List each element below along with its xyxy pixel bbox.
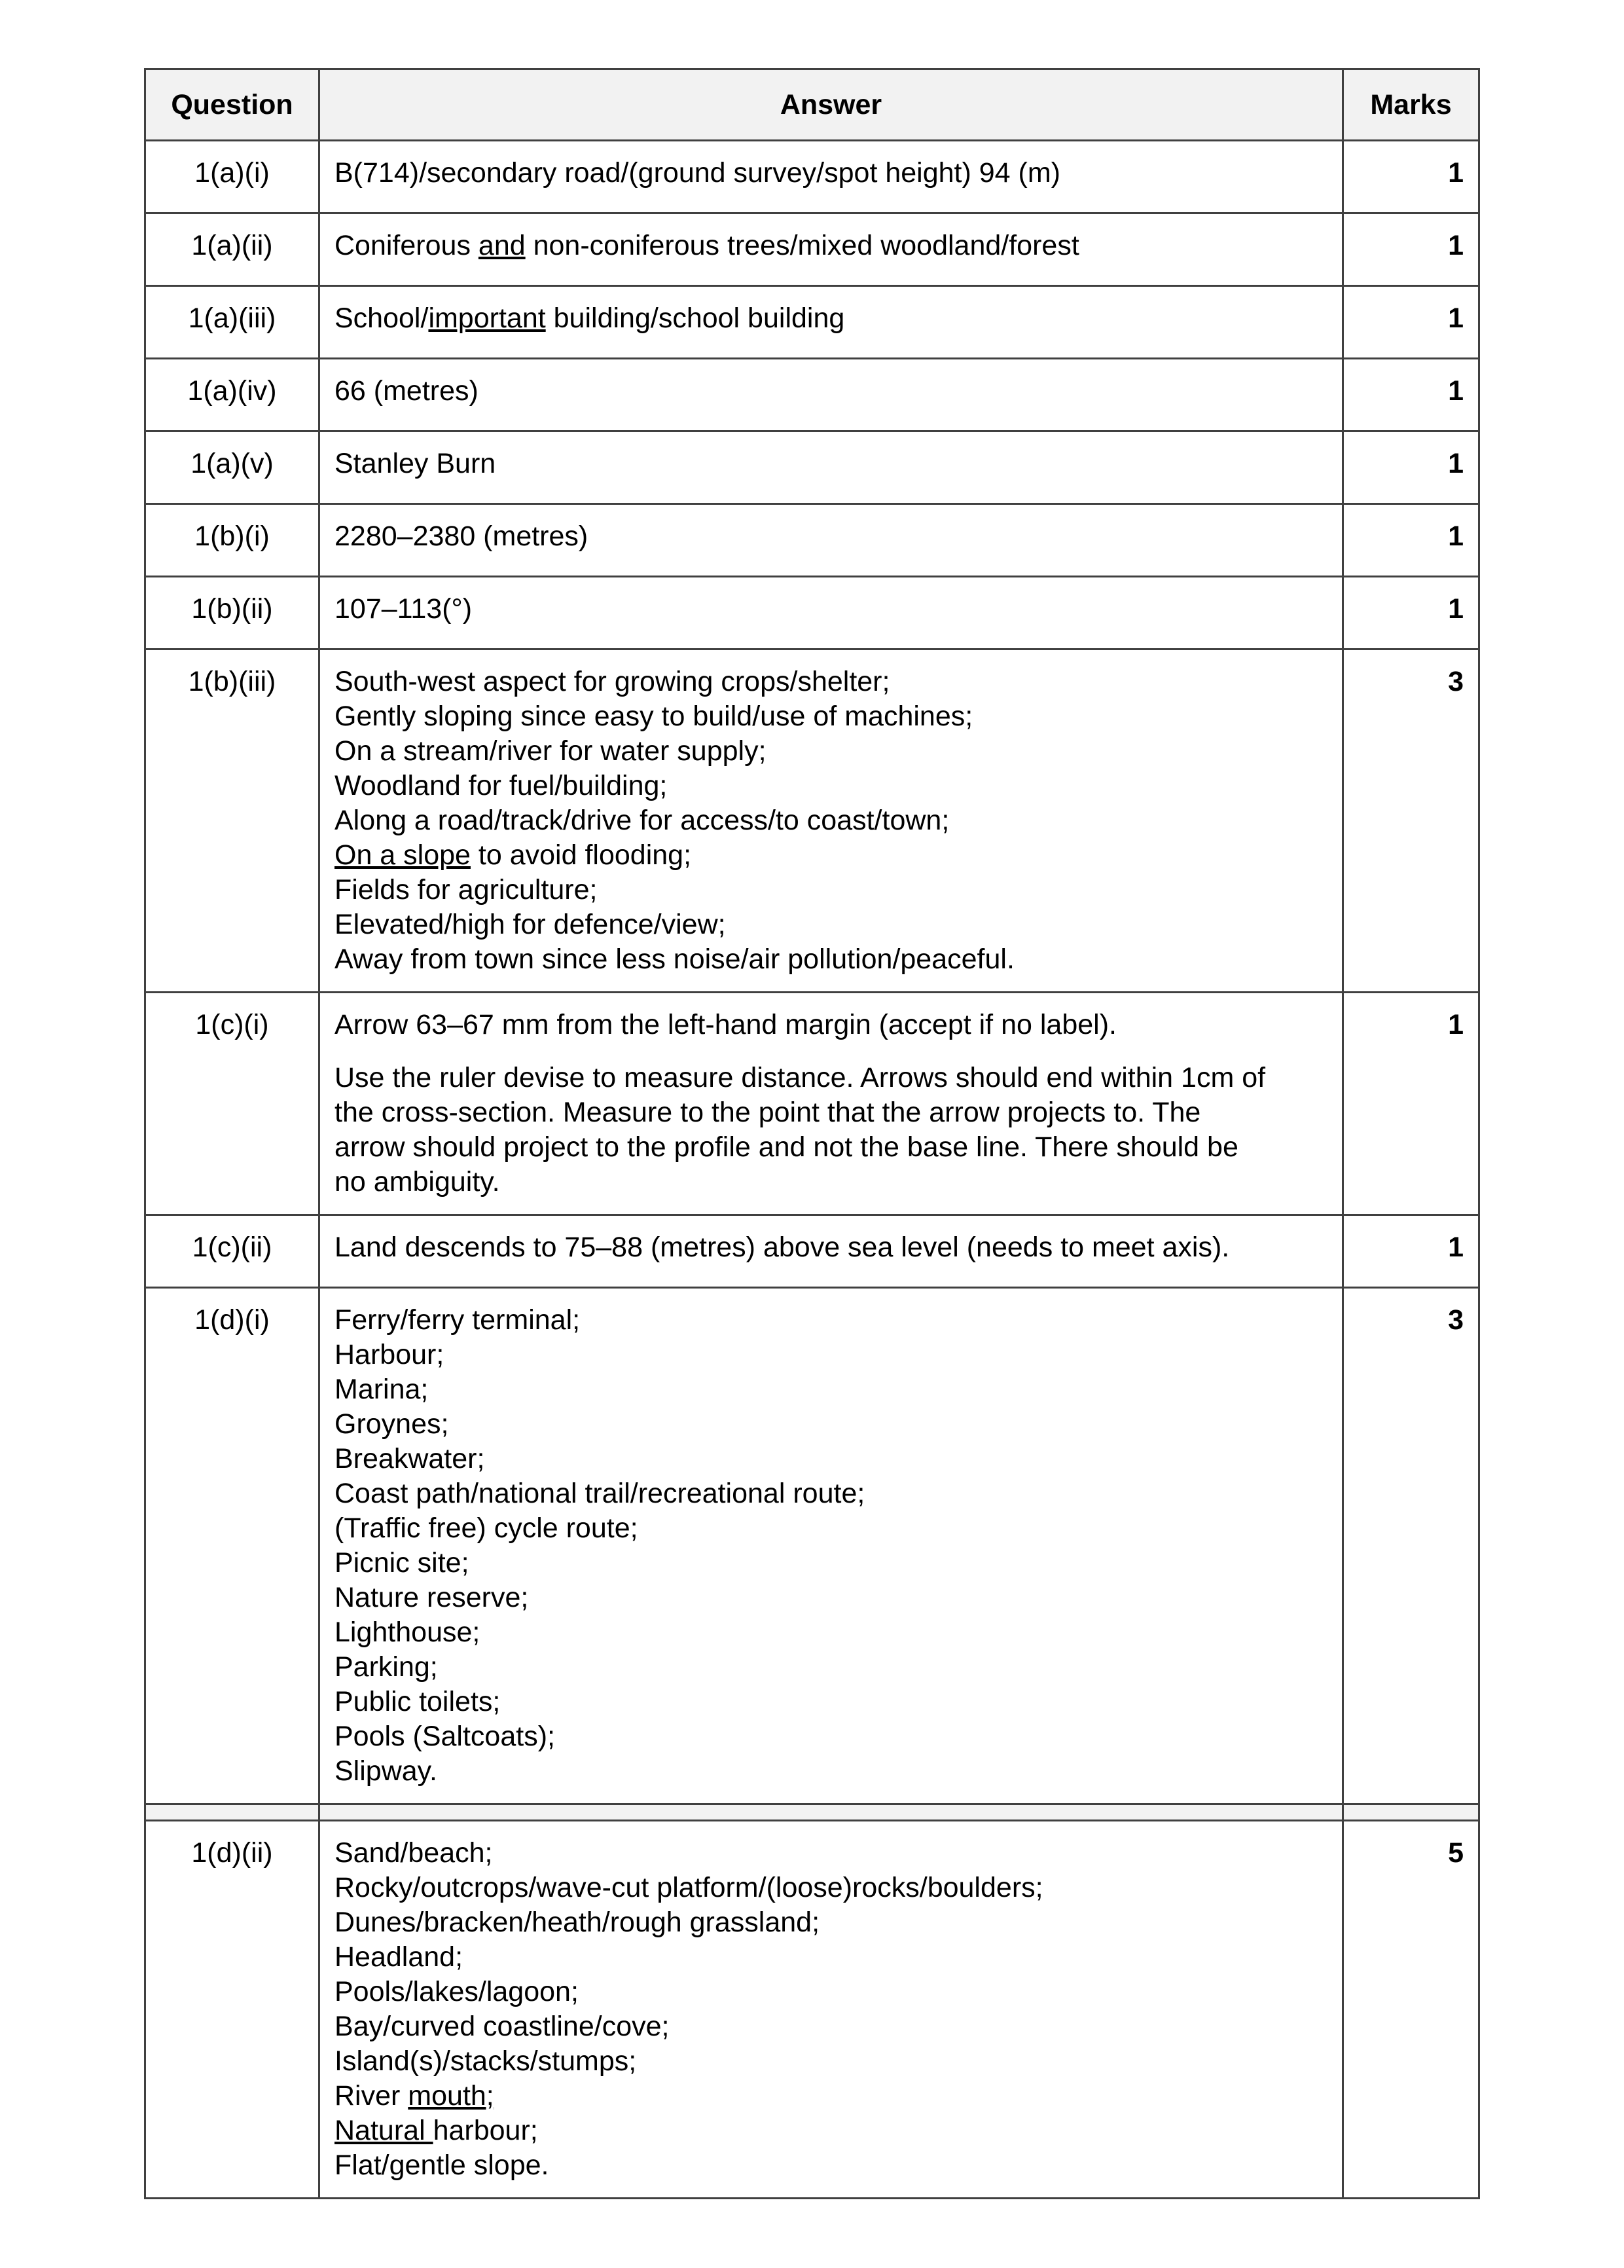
spacer-row <box>145 1804 1479 1821</box>
marks-cell: 1 <box>1343 359 1479 431</box>
answer-text: to avoid flooding; <box>470 839 692 871</box>
question-cell: 1(b)(i) <box>145 504 319 577</box>
answer-cell <box>319 141 1343 213</box>
answer-text: Ferry/ferry terminal; <box>334 1304 581 1336</box>
marks-cell: 1 <box>1343 1215 1479 1288</box>
answer-text: River <box>334 2080 408 2112</box>
underlined-text: important <box>428 302 546 334</box>
answer-line <box>334 734 1327 769</box>
answer-line <box>334 1230 1327 1265</box>
answer-cell <box>319 1821 1343 2199</box>
marks-cell: 1 <box>1343 577 1479 649</box>
answer-line <box>334 1165 1327 1199</box>
answer-text: non-coniferous trees/mixed woodland/forest <box>525 230 1079 261</box>
header-row <box>145 69 1479 141</box>
answer-cell <box>319 993 1343 1215</box>
answer-text: Island(s)/stacks/stumps; <box>334 2045 637 2077</box>
answer-line <box>334 2009 1327 2044</box>
answer-line <box>334 1303 1327 1338</box>
question-cell: 1(a)(iv) <box>145 359 319 431</box>
answer-text: Use the ruler devise to measure distance. Arrows should end within 1cm of <box>334 1062 1266 1093</box>
answer-line <box>334 1511 1327 1546</box>
spacer-cell <box>1343 1804 1479 1821</box>
question-cell: 1(a)(v) <box>145 431 319 504</box>
table-row <box>145 359 1479 431</box>
answer-text: 66 (metres) <box>334 375 478 407</box>
answer-text: Rocky/outcrops/wave-cut platform/(loose)rocks/boulders; <box>334 1872 1043 1903</box>
spacer-cell <box>145 1804 319 1821</box>
table-row <box>145 577 1479 649</box>
answer-text: Pools/lakes/lagoon; <box>334 1976 579 2007</box>
answer-line <box>334 156 1327 191</box>
answer-line <box>334 1008 1327 1042</box>
answer-line <box>334 2148 1327 2183</box>
answer-line <box>334 1940 1327 1975</box>
answer-line <box>334 1905 1327 1940</box>
answer-line <box>334 1095 1327 1130</box>
answer-text: arrow should project to the profile and not the base line. There should be <box>334 1131 1238 1163</box>
table-row <box>145 1215 1479 1288</box>
answer-line <box>334 1685 1327 1719</box>
marks-cell: 1 <box>1343 213 1479 286</box>
answer-text: (Traffic free) cycle route; <box>334 1512 638 1544</box>
answer-cell <box>319 649 1343 993</box>
answer-line <box>334 1407 1327 1442</box>
answer-text: Public toilets; <box>334 1686 501 1717</box>
spacer-cell <box>319 1804 1343 1821</box>
answer-line <box>334 1754 1327 1789</box>
table-row <box>145 286 1479 359</box>
answer-text: Along a road/track/drive for access/to coast/town; <box>334 805 950 836</box>
answer-text: harbour; <box>433 2115 538 2146</box>
question-cell: 1(b)(ii) <box>145 577 319 649</box>
answer-line <box>334 1338 1327 1372</box>
answer-cell <box>319 431 1343 504</box>
answer-text: Nature reserve; <box>334 1582 529 1613</box>
table-row <box>145 213 1479 286</box>
paragraph-gap <box>334 1042 1327 1061</box>
answer-text: Coast path/national trail/recreational route; <box>334 1478 865 1509</box>
answer-line <box>334 873 1327 907</box>
underlined-text: and <box>478 230 526 261</box>
answer-line <box>334 699 1327 734</box>
header-answer: Answer <box>319 69 1343 141</box>
answer-text: Sand/beach; <box>334 1837 493 1869</box>
answer-text: Harbour; <box>334 1339 444 1370</box>
question-cell: 1(a)(iii) <box>145 286 319 359</box>
answer-text: Picnic site; <box>334 1547 469 1579</box>
answer-line <box>334 2044 1327 2079</box>
table-row <box>145 649 1479 993</box>
marks-cell: 5 <box>1343 1821 1479 2199</box>
question-cell: 1(d)(ii) <box>145 1821 319 2199</box>
answer-text: Pools (Saltcoats); <box>334 1721 555 1752</box>
marks-cell: 3 <box>1343 1288 1479 1804</box>
answer-cell <box>319 1288 1343 1804</box>
answer-text: building/school building <box>545 302 845 334</box>
question-cell: 1(d)(i) <box>145 1288 319 1804</box>
answer-line <box>334 447 1327 481</box>
answer-line <box>334 2113 1327 2148</box>
answer-line <box>334 803 1327 838</box>
answer-text: Land descends to 75–88 (metres) above sea level (needs to meet axis). <box>334 1232 1230 1263</box>
answer-line <box>334 301 1327 336</box>
mark-scheme-table <box>144 68 1480 2199</box>
answer-line <box>334 1442 1327 1476</box>
answer-text: Fields for agriculture; <box>334 874 598 905</box>
underlined-text: mouth; <box>408 2080 494 2112</box>
underlined-text: On a slope <box>334 839 471 871</box>
answer-text: Stanley Burn <box>334 448 496 479</box>
answer-line <box>334 592 1327 627</box>
answer-cell <box>319 286 1343 359</box>
answer-text: South-west aspect for growing crops/shelter; <box>334 666 890 697</box>
answer-line <box>334 1546 1327 1581</box>
answer-text: Bay/curved coastline/cove; <box>334 2011 670 2042</box>
table-row <box>145 1821 1479 2199</box>
answer-cell <box>319 1215 1343 1288</box>
answer-text: Dunes/bracken/heath/rough grassland; <box>334 1907 820 1938</box>
answer-line <box>334 1975 1327 2009</box>
question-cell: 1(a)(i) <box>145 141 319 213</box>
underlined-text: Natural <box>334 2115 433 2146</box>
answer-line <box>334 519 1327 554</box>
answer-text: Woodland for fuel/building; <box>334 770 668 801</box>
answer-text: Breakwater; <box>334 1443 485 1474</box>
answer-line <box>334 1130 1327 1165</box>
answer-text: the cross-section. Measure to the point that the arrow projects to. The <box>334 1097 1201 1128</box>
answer-text: Away from town since less noise/air pollution/peaceful. <box>334 943 1015 975</box>
question-cell: 1(c)(ii) <box>145 1215 319 1288</box>
table-row <box>145 141 1479 213</box>
answer-cell <box>319 213 1343 286</box>
answer-cell <box>319 504 1343 577</box>
question-cell: 1(a)(ii) <box>145 213 319 286</box>
answer-text: Marina; <box>334 1374 429 1405</box>
answer-text: Parking; <box>334 1651 438 1683</box>
answer-text: Headland; <box>334 1941 463 1973</box>
answer-cell <box>319 577 1343 649</box>
answer-line <box>334 229 1327 263</box>
question-cell: 1(b)(iii) <box>145 649 319 993</box>
answer-text: 2280–2380 (metres) <box>334 521 588 552</box>
marks-cell: 1 <box>1343 504 1479 577</box>
table-body <box>145 141 1479 2199</box>
answer-text: 107–113(°) <box>334 593 473 625</box>
header-question: Question <box>145 69 319 141</box>
answer-line <box>334 665 1327 699</box>
answer-line <box>334 1615 1327 1650</box>
marks-cell: 1 <box>1343 993 1479 1215</box>
question-cell: 1(c)(i) <box>145 993 319 1215</box>
answer-line <box>334 942 1327 977</box>
marks-cell: 1 <box>1343 431 1479 504</box>
answer-text: Groynes; <box>334 1408 449 1440</box>
answer-text: B(714)/secondary road/(ground survey/spot height) 94 (m) <box>334 157 1060 189</box>
answer-text: Elevated/high for defence/view; <box>334 909 726 940</box>
answer-text: Flat/gentle slope. <box>334 2149 549 2181</box>
answer-cell <box>319 359 1343 431</box>
table-row <box>145 504 1479 577</box>
answer-text: School/ <box>334 302 429 334</box>
answer-line <box>334 838 1327 873</box>
answer-line <box>334 1836 1327 1871</box>
answer-line <box>334 1871 1327 1905</box>
answer-line <box>334 1476 1327 1511</box>
answer-line <box>334 769 1327 803</box>
marks-cell: 1 <box>1343 286 1479 359</box>
answer-line <box>334 1372 1327 1407</box>
marks-cell: 3 <box>1343 649 1479 993</box>
answer-line <box>334 1581 1327 1615</box>
table-row <box>145 993 1479 1215</box>
answer-line <box>334 374 1327 409</box>
answer-line <box>334 1061 1327 1095</box>
answer-text: On a stream/river for water supply; <box>334 735 767 767</box>
answer-text: Gently sloping since easy to build/use of machines; <box>334 701 973 732</box>
marks-cell: 1 <box>1343 141 1479 213</box>
answer-line <box>334 1719 1327 1754</box>
answer-text: Slipway. <box>334 1755 437 1787</box>
answer-line <box>334 907 1327 942</box>
table-row <box>145 431 1479 504</box>
table-header <box>145 69 1479 141</box>
table-row <box>145 1288 1479 1804</box>
header-marks: Marks <box>1343 69 1479 141</box>
answer-text: Arrow 63–67 mm from the left-hand margin (accept if no label). <box>334 1009 1117 1040</box>
answer-text: Coniferous <box>334 230 478 261</box>
answer-line <box>334 1650 1327 1685</box>
answer-text: Lighthouse; <box>334 1617 480 1648</box>
answer-line <box>334 2079 1327 2113</box>
answer-text: no ambiguity. <box>334 1166 500 1198</box>
